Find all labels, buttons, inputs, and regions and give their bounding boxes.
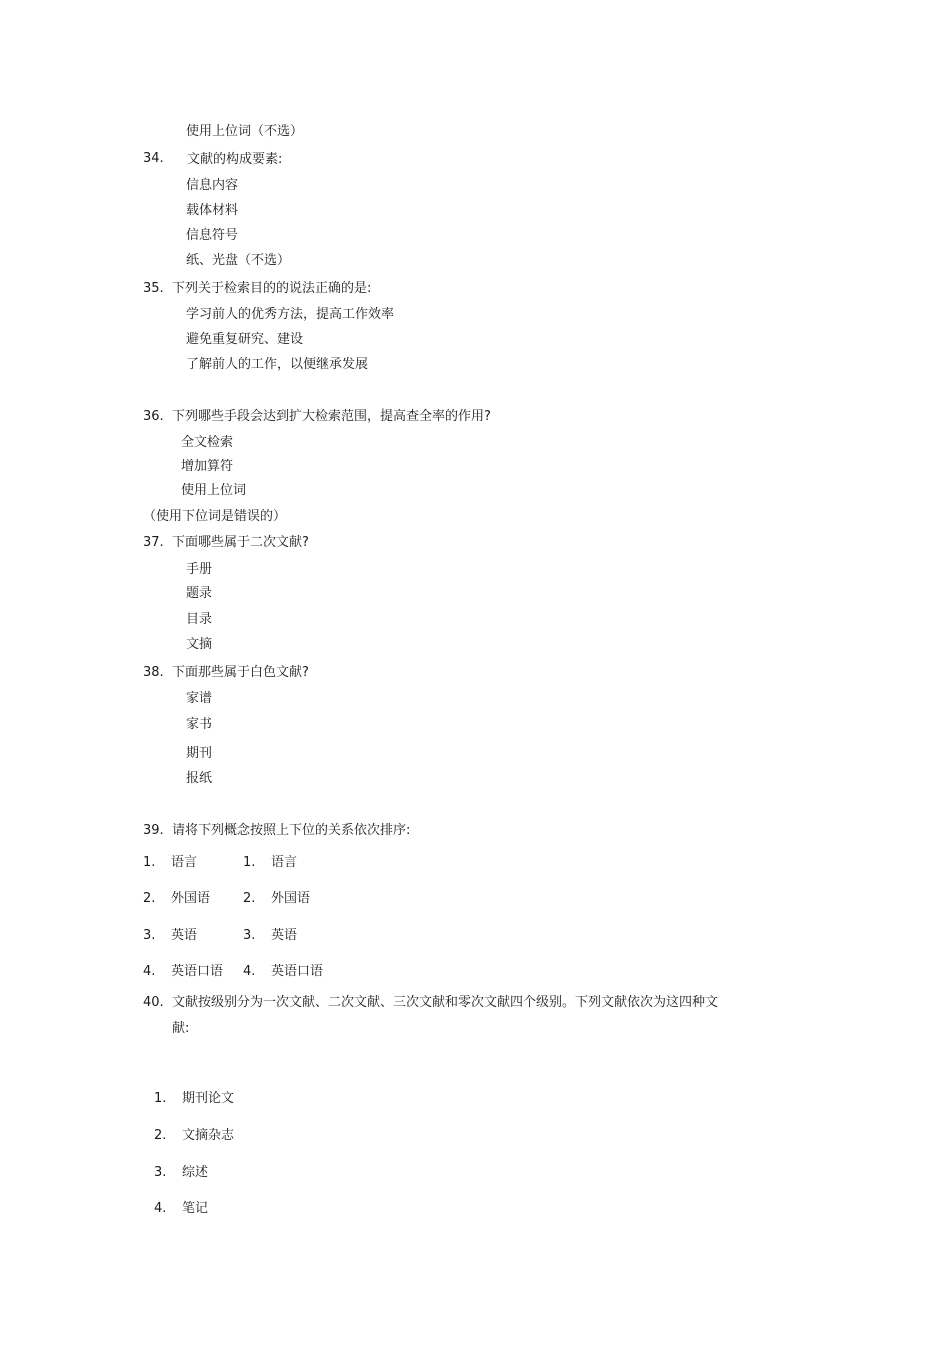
q39-left-item-4: 英语口语 — [171, 964, 224, 979]
q40-item-number-1: 1. — [154, 1091, 167, 1106]
q38-option-2: 家书 — [186, 717, 213, 732]
q38-number: 38. — [143, 665, 164, 680]
q40-number: 40. — [143, 995, 164, 1010]
q40-item-number-3: 3. — [154, 1165, 167, 1180]
q37-option-2: 题录 — [186, 586, 213, 601]
q34-question: 文献的构成要素: — [187, 152, 283, 167]
q40-question-line-2: 献: — [172, 1021, 190, 1036]
q36-option-1: 全文检索 — [181, 435, 234, 450]
q40-item-1: 期刊论文 — [182, 1091, 235, 1106]
q40-question-line-1: 文献按级别分为一次文献、二次文献、三次文献和零次文献四个级别。下列文献依次为这四种文 — [172, 995, 719, 1010]
q38-option-3: 期刊 — [186, 746, 213, 761]
q36-number: 36. — [143, 409, 164, 424]
q39-right-number-1: 1. — [243, 855, 256, 870]
q37-option-4: 文摘 — [186, 637, 213, 652]
q39-right-number-3: 3. — [243, 928, 256, 943]
q39-left-item-2: 外国语 — [171, 891, 211, 906]
q37-number: 37. — [143, 535, 164, 550]
q34-option-2: 载体材料 — [186, 203, 239, 218]
q35-option-2: 避免重复研究、建设 — [186, 332, 304, 347]
q39-right-item-3: 英语 — [271, 928, 298, 943]
q35-number: 35. — [143, 281, 164, 296]
q39-number: 39. — [143, 823, 164, 838]
q40-item-2: 文摘杂志 — [182, 1128, 235, 1143]
q39-left-number-3: 3. — [143, 928, 156, 943]
q40-item-4: 笔记 — [182, 1201, 209, 1216]
q39-right-item-2: 外国语 — [271, 891, 311, 906]
q36-question: 下列哪些手段会达到扩大检索范围，提高查全率的作用? — [172, 409, 491, 424]
q36-note: （使用下位词是错误的） — [143, 509, 287, 524]
q34-option-4: 纸、光盘（不选） — [186, 253, 291, 268]
q39-left-item-3: 英语 — [171, 928, 198, 943]
q34-option-3: 信息符号 — [186, 228, 239, 243]
q34-number: 34. — [143, 151, 164, 166]
q37-question: 下面哪些属于二次文献? — [172, 535, 309, 550]
q36-option-3: 使用上位词 — [181, 483, 247, 498]
q39-right-item-1: 语言 — [271, 855, 298, 870]
q38-option-4: 报纸 — [186, 771, 213, 786]
q40-item-number-2: 2. — [154, 1128, 167, 1143]
q38-question: 下面那些属于白色文献? — [172, 665, 309, 680]
q38-option-1: 家谱 — [186, 691, 213, 706]
q36-option-2: 增加算符 — [181, 459, 234, 474]
q39-left-number-4: 4. — [143, 964, 156, 979]
q39-left-number-1: 1. — [143, 855, 156, 870]
q39-question: 请将下列概念按照上下位的关系依次排序: — [172, 823, 411, 838]
q37-option-3: 目录 — [186, 612, 213, 627]
q35-option-1: 学习前人的优秀方法，提高工作效率 — [186, 307, 395, 322]
q39-left-number-2: 2. — [143, 891, 156, 906]
q39-left-item-1: 语言 — [171, 855, 198, 870]
q39-right-item-4: 英语口语 — [271, 964, 324, 979]
q40-item-number-4: 4. — [154, 1201, 167, 1216]
q34-option-1: 信息内容 — [186, 178, 239, 193]
q35-option-3: 了解前人的工作，以便继承发展 — [186, 357, 369, 372]
q40-item-3: 综述 — [182, 1165, 209, 1180]
q35-question: 下列关于检索目的的说法正确的是: — [172, 281, 372, 296]
q37-option-1: 手册 — [186, 562, 213, 577]
q39-right-number-2: 2. — [243, 891, 256, 906]
q33-option-1: 使用上位词（不选） — [186, 124, 304, 139]
q39-right-number-4: 4. — [243, 964, 256, 979]
